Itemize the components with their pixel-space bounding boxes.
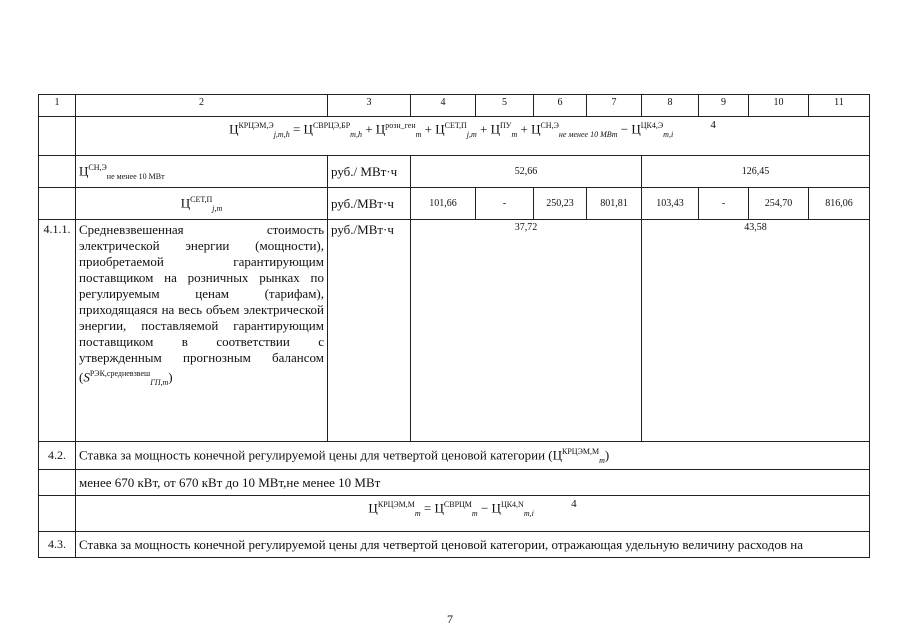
row-4-2-formula xyxy=(39,496,870,532)
set-value: - xyxy=(699,188,749,220)
main-formula: $Ц^{КРЦЭМ,Э}_{j,m,h} = Ц^{СВРЦЭ,БР}_{m,h} + Ц^{розн\_ген}_m + Ц^{СЕТ,П}_{j,m} + Ц^{ПУ}_m + Ц^{СН,Э}_{не менее 10 МВт} - Ц^{ЦК4,Э}_{m,i}$ $^4$ xyxy=(76,117,870,156)
row-unit: руб./МВт·ч xyxy=(328,220,411,442)
row-4-3 xyxy=(39,532,870,558)
col-num: 11 xyxy=(809,95,870,117)
row-4-2 xyxy=(39,442,870,470)
sn-unit: руб./ МВт·ч xyxy=(328,156,411,188)
col-num: 3 xyxy=(328,95,411,117)
row-number: 4.2. xyxy=(39,442,76,470)
footnote-marker: 4 xyxy=(710,119,716,131)
sn-value-b: 126,45 xyxy=(642,156,870,188)
empty-cell xyxy=(39,496,76,532)
empty-cell xyxy=(39,156,76,188)
sn-row xyxy=(39,156,870,188)
footnote-marker: 4 xyxy=(571,498,577,510)
set-unit: руб./МВт·ч xyxy=(328,188,411,220)
row-number: 4.3. xyxy=(39,532,76,558)
set-value: 250,23 xyxy=(534,188,587,220)
set-value: 103,43 xyxy=(642,188,699,220)
set-symbol: $Ц^{СЕТ,П}_{j,m}$ xyxy=(76,188,328,220)
sn-value-a: 52,66 xyxy=(411,156,642,188)
row-description: Средневзвешенная стоимость электрической энергии (мощности), приобретаемой гарантирующим поставщиком на розничных рынках по регулируемым ценам (тарифам), приходящаяся на весь объем электрической энергии, поставляемой гарантирующим поставщиком в соответствии с утвержденным прогнозным балансом $(S^{РЭК,средневзвеш}_{ГП,m})$ xyxy=(76,220,328,442)
set-value: - xyxy=(476,188,534,220)
col-num: 9 xyxy=(699,95,749,117)
col-num: 5 xyxy=(476,95,534,117)
row-number: 4.1.1. xyxy=(39,220,76,442)
col-num: 2 xyxy=(76,95,328,117)
set-value: 816,06 xyxy=(809,188,870,220)
row-description: Ставка за мощность конечной регулируемой цены для четвертой ценовой категории, отражающая удельную величину расходов на xyxy=(76,532,870,558)
row-value-b: 43,58 xyxy=(642,220,870,442)
set-value: 254,70 xyxy=(749,188,809,220)
categories-text: менее 670 кВт, от 670 кВт до 10 МВт,не менее 10 МВт xyxy=(76,470,870,496)
col-num: 10 xyxy=(749,95,809,117)
row-4-2-categories xyxy=(39,470,870,496)
col-num: 7 xyxy=(587,95,642,117)
row-value-a: 37,72 xyxy=(411,220,642,442)
col-num: 8 xyxy=(642,95,699,117)
tariff-table xyxy=(38,94,870,558)
empty-cell xyxy=(39,188,76,220)
set-value: 801,81 xyxy=(587,188,642,220)
row-4-1-1 xyxy=(39,220,870,442)
main-formula-row xyxy=(39,117,870,156)
page-number: 7 xyxy=(447,612,453,626)
set-row xyxy=(39,188,870,220)
col-num: 1 xyxy=(39,95,76,117)
empty-cell xyxy=(39,117,76,156)
col-num: 6 xyxy=(534,95,587,117)
empty-cell xyxy=(39,470,76,496)
col-num: 4 xyxy=(411,95,476,117)
row-description: Ставка за мощность конечной регулируемой цены для четвертой ценовой категории $(Ц^{КРЦЭМ,М}_m)$ xyxy=(76,442,870,470)
sn-symbol: $Ц^{СН,Э}_{не менее 10 МВт}$ xyxy=(76,156,328,188)
set-value: 101,66 xyxy=(411,188,476,220)
capacity-formula: $Ц^{КРЦЭМ,М}_m = Ц^{СВРЦМ}_m - Ц^{ЦК4,N}_{m,i}$ $^4$ xyxy=(76,496,870,532)
column-number-row xyxy=(39,95,870,117)
